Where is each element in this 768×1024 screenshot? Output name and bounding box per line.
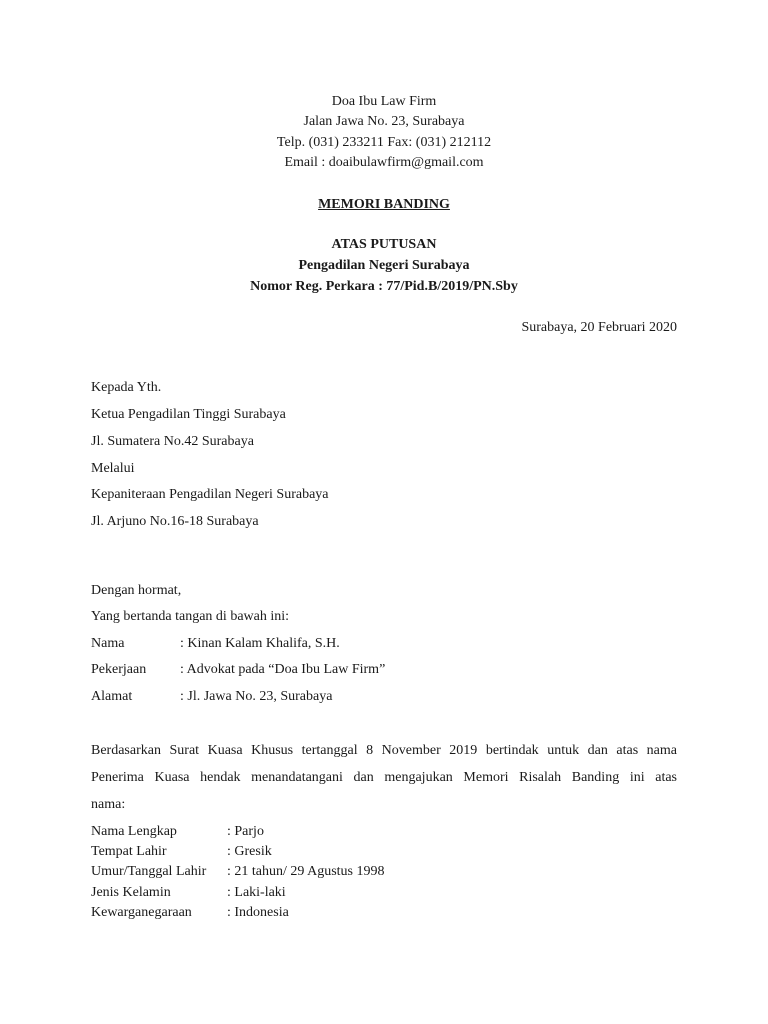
- client-birthplace-label: Tempat Lahir: [91, 844, 167, 859]
- recipient-line: Jl. Arjuno No.16-18 Surabaya: [91, 514, 259, 529]
- signer-job-label: Pekerjaan: [91, 662, 147, 677]
- body-line: Penerima Kuasa hendak menandatangani dan mengajukan Memori Risalah Banding ini atas: [91, 770, 677, 785]
- client-gender-value: : Laki-laki: [227, 885, 286, 900]
- greeting: Dengan hormat,: [91, 583, 182, 598]
- subtitle-atas-putusan: ATAS PUTUSAN: [331, 237, 437, 252]
- document-title: MEMORI BANDING: [318, 197, 450, 212]
- firm-phone-fax: Telp. (031) 233211 Fax: (031) 212112: [276, 135, 492, 150]
- subtitle-case-number: Nomor Reg. Perkara : 77/Pid.B/2019/PN.Sby: [250, 279, 518, 294]
- signer-address-label: Alamat: [91, 689, 133, 704]
- recipient-line: Melalui: [91, 461, 135, 476]
- recipient-line: Ketua Pengadilan Tinggi Surabaya: [91, 407, 286, 422]
- body-line: Berdasarkan Surat Kuasa Khusus tertanggal 8 November 2019 bertindak untuk dan atas nama: [91, 743, 677, 758]
- client-name-label: Nama Lengkap: [91, 824, 177, 839]
- body-line: nama:: [91, 797, 126, 812]
- client-citizenship-label: Kewarganegaraan: [91, 905, 192, 920]
- client-gender-label: Jenis Kelamin: [91, 885, 171, 900]
- signer-job-value: : Advokat pada “Doa Ibu Law Firm”: [180, 662, 386, 677]
- firm-address: Jalan Jawa No. 23, Surabaya: [303, 114, 465, 129]
- signer-address-value: : Jl. Jawa No. 23, Surabaya: [180, 689, 333, 704]
- client-age-label: Umur/Tanggal Lahir: [91, 864, 207, 879]
- intro-text: Yang bertanda tangan di bawah ini:: [91, 609, 290, 624]
- recipient-line: Kepada Yth.: [91, 380, 162, 395]
- client-age-value: : 21 tahun/ 29 Agustus 1998: [227, 864, 385, 879]
- signer-name-label: Nama: [91, 636, 125, 651]
- recipient-line: Jl. Sumatera No.42 Surabaya: [91, 434, 254, 449]
- client-citizenship-value: : Indonesia: [227, 905, 289, 920]
- client-birthplace-value: : Gresik: [227, 844, 272, 859]
- place-date: Surabaya, 20 Februari 2020: [521, 320, 677, 335]
- firm-email: Email : doaibulawfirm@gmail.com: [284, 155, 484, 170]
- signer-name-value: : Kinan Kalam Khalifa, S.H.: [180, 636, 340, 651]
- firm-name: Doa Ibu Law Firm: [331, 94, 437, 109]
- client-name-value: : Parjo: [227, 824, 264, 839]
- subtitle-court: Pengadilan Negeri Surabaya: [298, 258, 470, 273]
- recipient-line: Kepaniteraan Pengadilan Negeri Surabaya: [91, 487, 329, 502]
